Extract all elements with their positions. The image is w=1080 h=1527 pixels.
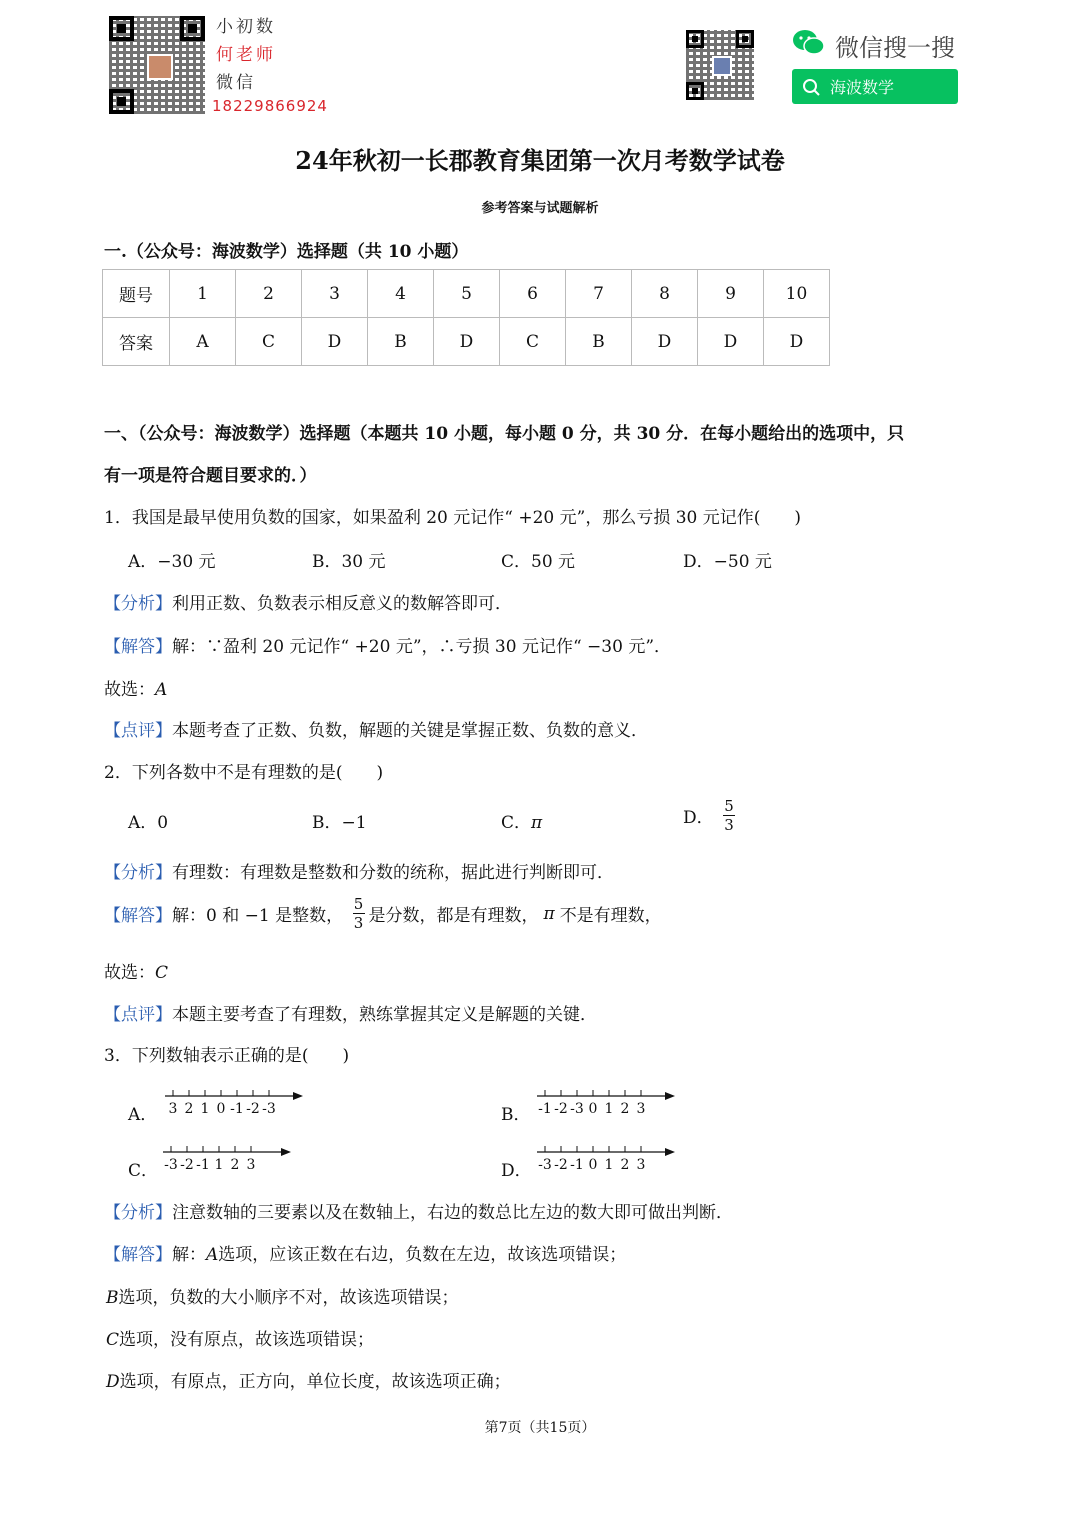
q1-choice-letter: A: [155, 680, 168, 700]
axis-tick-label: -2: [246, 1101, 260, 1117]
answer-cell: D: [434, 318, 500, 366]
handwritten-label-wechat: 微信: [216, 73, 256, 93]
axis-tick-label: -2: [554, 1101, 568, 1117]
q1-choice: [104, 675, 167, 700]
axis-tick-label: 1: [200, 1101, 210, 1117]
section1-heading: 一.（公众号：海波数学）选择题（共 10 小题）: [104, 242, 469, 262]
q3-option-a-label: A．: [128, 1105, 158, 1125]
question-number-cell: 2: [236, 270, 302, 318]
answer-cell: D: [302, 318, 368, 366]
q2-choice: [104, 958, 168, 983]
section2-heading-line1: 一、（公众号：海波数学）选择题（本题共 10 小题，每小题 0 分，共 30 分．在每小题给出的选项中，只: [104, 424, 905, 444]
question-number-cell: 3: [302, 270, 368, 318]
table-row: [103, 270, 830, 318]
search-button-label: 海波数学: [830, 78, 895, 97]
q1-solution-text: 解：∵盈利 20 元记作“ +20 元”，∴亏损 30 元记作“ −30 元”．: [172, 637, 672, 657]
question-number-cell: 9: [698, 270, 764, 318]
search-icon: [802, 78, 820, 96]
axis-tick-label: 3: [636, 1157, 646, 1173]
number-line-c: [163, 1142, 293, 1176]
axis-tick-label: -3: [262, 1101, 276, 1117]
axis-arrow-icon: [293, 1092, 303, 1100]
analysis-label: 【分析】: [104, 1203, 172, 1223]
axis-tick-label: 2: [230, 1157, 240, 1173]
choose-prefix: 故选：: [104, 680, 155, 700]
q3-stem: 3．下列数轴表示正确的是( ): [104, 1046, 350, 1066]
q2-solution-text-b: 是分数，都是有理数，: [368, 906, 539, 926]
handwritten-teacher-name: 何老师: [216, 45, 276, 65]
answer-cell: A: [170, 318, 236, 366]
axis-tick-label: -1: [196, 1157, 210, 1173]
q1-option-b: B．30 元: [312, 552, 386, 572]
axis-tick-label: 2: [620, 1157, 630, 1173]
table-header-cell: 答案: [103, 318, 170, 366]
page-footer: 第7页（共15页）: [484, 1420, 596, 1436]
number-line-b: [537, 1086, 677, 1120]
q3-option-b-label: B．: [501, 1105, 531, 1125]
answer-cell: D: [632, 318, 698, 366]
q3-solution-text-1: 选项，应该正数在右边，负数在左边，故该选项错误；: [218, 1245, 627, 1265]
axis-arrow-icon: [665, 1148, 675, 1156]
fraction-five-thirds: [353, 895, 365, 932]
q2-solution-text-a: 解：0 和 −1 是整数，: [172, 906, 344, 926]
pi-symbol: π: [531, 813, 543, 833]
wechat-logo-icon: [792, 28, 826, 56]
table-row: [103, 318, 830, 366]
q2-option-b: B．−1: [312, 813, 367, 833]
q3-solution-prefix: 解：: [172, 1245, 206, 1265]
comment-label: 【点评】: [104, 721, 172, 741]
q1-analysis-text: 利用正数、负数表示相反意义的数解答即可．: [172, 594, 512, 614]
option-letter: C: [106, 1330, 120, 1350]
q2-option-c: [501, 808, 542, 833]
q2-option-d: [683, 797, 739, 834]
option-letter: B: [106, 1288, 119, 1308]
option-letter: D: [106, 1372, 120, 1392]
axis-tick-label: -3: [164, 1157, 178, 1173]
axis-tick-label: -3: [570, 1101, 584, 1117]
axis-tick-label: 3: [636, 1101, 646, 1117]
axis-tick-label: 0: [216, 1101, 226, 1117]
q2-option-a: A．0: [128, 813, 169, 833]
number-line-d: [537, 1142, 677, 1176]
solution-label: 【解答】: [104, 1245, 172, 1265]
axis-tick-label: 1: [604, 1101, 614, 1117]
analysis-label: 【分析】: [104, 594, 172, 614]
q2-comment-text: 本题主要考查了有理数，熟练掌握其定义是解题的关键．: [172, 1005, 597, 1025]
handwritten-phone: 18229866924: [212, 97, 328, 115]
question-number-cell: 6: [500, 270, 566, 318]
page-title: 24年秋初一长郡教育集团第一次月考数学试卷: [295, 146, 785, 175]
q3-analysis-text: 注意数轴的三要素以及在数轴上，右边的数总比左边的数大即可做出判断．: [172, 1203, 733, 1223]
answer-cell: C: [236, 318, 302, 366]
q1-stem: 1．我国是最早使用负数的国家，如果盈利 20 元记作“ +20 元”，那么亏损 30 元记作( ): [104, 508, 802, 528]
axis-tick-label: 2: [184, 1101, 194, 1117]
table-header-cell: 题号: [103, 270, 170, 318]
axis-arrow-icon: [281, 1148, 291, 1156]
question-number-cell: 7: [566, 270, 632, 318]
axis-tick-label: 1: [604, 1157, 614, 1173]
q1-comment-text: 本题考查了正数、负数，解题的关键是掌握正数、负数的意义．: [172, 721, 648, 741]
axis-tick-label: -3: [538, 1157, 552, 1173]
wechat-search-label: 微信搜一搜: [835, 34, 955, 62]
axis-tick-label: 0: [588, 1101, 598, 1117]
fraction-denominator: 3: [353, 914, 364, 932]
q3-solution-text-4: 选项，有原点，正方向，单位长度，故该选项正确；: [119, 1372, 511, 1392]
axis-tick-label: 2: [620, 1101, 630, 1117]
fraction-denominator: 3: [724, 816, 734, 834]
question-number-cell: 1: [170, 270, 236, 318]
q2-choice-letter: C: [155, 963, 169, 983]
q1-option-c: C．50 元: [501, 552, 576, 572]
q1-analysis: [104, 589, 512, 614]
q2-analysis: [104, 858, 614, 883]
question-number-cell: 5: [434, 270, 500, 318]
solution-label: 【解答】: [104, 906, 172, 926]
q3-solution-text-3: 选项，没有原点，故该选项错误；: [119, 1330, 375, 1350]
axis-tick-label: -2: [180, 1157, 194, 1173]
q1-option-a: A．−30 元: [128, 552, 216, 572]
q2-option-c-prefix: C．: [501, 813, 532, 833]
question-number-cell: 10: [764, 270, 830, 318]
answer-cell: D: [764, 318, 830, 366]
axis-tick-label: -1: [538, 1101, 552, 1117]
q3-option-c-label: C．: [128, 1161, 159, 1181]
q3-solution-text-2: 选项，负数的大小顺序不对，故该选项错误；: [118, 1288, 459, 1308]
q1-comment: [104, 716, 648, 741]
axis-tick-label: 3: [168, 1101, 178, 1117]
page-subtitle: 参考答案与试题解析: [481, 201, 599, 216]
axis-tick-label: -1: [230, 1101, 244, 1117]
axis-tick-label: -2: [554, 1157, 568, 1173]
axis-tick-label: 1: [214, 1157, 224, 1173]
answer-table: [102, 269, 830, 366]
q3-analysis: [104, 1198, 733, 1223]
solution-label: 【解答】: [104, 637, 172, 657]
search-account-button[interactable]: [792, 69, 958, 104]
answer-cell: C: [500, 318, 566, 366]
handwritten-label-1: 小初数: [216, 17, 276, 37]
axis-tick-label: 3: [246, 1157, 256, 1173]
option-letter: A: [206, 1245, 219, 1265]
q2-comment: [104, 1000, 597, 1025]
q3-option-d-label: D．: [501, 1161, 532, 1181]
question-number-cell: 4: [368, 270, 434, 318]
q1-option-d: D．−50 元: [683, 552, 772, 572]
q3-solution-line3: [106, 1325, 374, 1350]
fraction-five-thirds: [723, 797, 735, 834]
q2-option-d-prefix: D．: [683, 808, 714, 828]
axis-tick-label: 0: [588, 1157, 598, 1173]
analysis-label: 【分析】: [104, 863, 172, 883]
answer-cell: B: [368, 318, 434, 366]
answer-cell: D: [698, 318, 764, 366]
comment-label: 【点评】: [104, 1005, 172, 1025]
q3-solution-line1: [104, 1240, 626, 1265]
q1-solution: [104, 632, 671, 657]
axis-arrow-icon: [665, 1092, 675, 1100]
q2-solution-text-c: 不是有理数，: [559, 906, 662, 926]
number-line-a: [165, 1086, 305, 1120]
section2-heading-line2: 有一项是符合题目要求的．）: [104, 466, 317, 486]
q2-stem: 2．下列各数中不是有理数的是( ): [104, 763, 384, 783]
fraction-numerator: 5: [724, 797, 734, 815]
question-number-cell: 8: [632, 270, 698, 318]
q2-analysis-text: 有理数：有理数是整数和分数的统称，据此进行判断即可．: [172, 863, 614, 883]
choose-prefix: 故选：: [104, 963, 155, 983]
fraction-numerator: 5: [353, 895, 364, 913]
q2-solution: [104, 895, 662, 932]
answer-cell: B: [566, 318, 632, 366]
contact-qr-code: [109, 16, 205, 114]
q3-solution-line4: [106, 1367, 511, 1392]
account-qr-code: [686, 30, 754, 100]
pi-symbol: π: [543, 903, 555, 924]
axis-tick-label: -1: [570, 1157, 584, 1173]
q3-solution-line2: [106, 1283, 459, 1308]
